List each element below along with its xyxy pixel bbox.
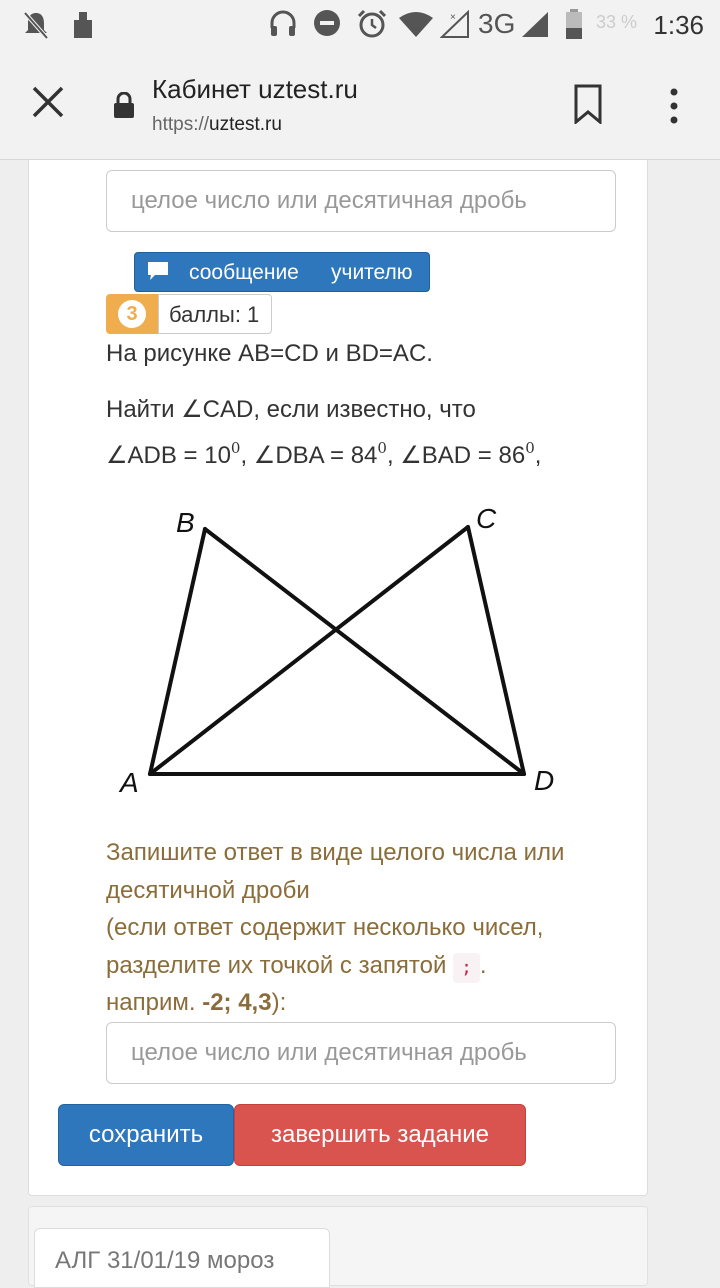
cleaner-icon xyxy=(70,10,96,40)
task-question: Найти ∠CAD, если известно, что xyxy=(106,396,476,423)
message-button-label-2: учителю xyxy=(331,261,413,284)
task-condition: На рисунке AB=CD и BD=AC. xyxy=(106,340,433,367)
score-label: баллы: 1 xyxy=(158,294,272,334)
comment-icon xyxy=(147,261,169,281)
bookmark-icon[interactable] xyxy=(572,84,604,124)
example-value: -2; 4,3 xyxy=(202,989,272,1016)
save-button[interactable]: сохранить xyxy=(58,1104,234,1166)
instructions-example: наприм. -2; 4,3): xyxy=(106,989,287,1016)
angle-dba: , ∠DBA = 84 xyxy=(240,442,378,469)
close-icon[interactable] xyxy=(30,84,66,120)
clock: 1:36 xyxy=(653,10,704,40)
trailing-comma: , xyxy=(534,442,542,469)
label-d: D xyxy=(534,765,555,796)
answer-input[interactable]: целое число или десятичная дробь xyxy=(106,1022,616,1084)
answer-input-previous[interactable]: целое число или десятичная дробь xyxy=(106,170,616,232)
url-scheme: https:// xyxy=(152,114,210,135)
task-given-angles xyxy=(106,429,541,475)
label-b: B xyxy=(176,507,195,538)
lock-icon xyxy=(112,92,136,118)
wifi-icon xyxy=(398,10,434,38)
instructions-line-2: (если ответ содержит несколько чисел, разделите их точкой с запятой ; . xyxy=(106,909,626,984)
degree-mark: 0 xyxy=(230,439,241,457)
task-number: 3 xyxy=(118,300,146,328)
degree-mark: 0 xyxy=(377,439,387,457)
signal-icon xyxy=(520,10,550,38)
do-not-disturb-icon xyxy=(312,8,342,38)
label-c: C xyxy=(476,503,497,534)
more-menu-icon[interactable] xyxy=(662,86,686,126)
message-button-label: сообщение xyxy=(189,261,299,284)
message-teacher-button[interactable] xyxy=(134,252,430,292)
battery-icon xyxy=(564,8,584,40)
answer-instructions xyxy=(106,834,626,1022)
instructions-line-1: Запишите ответ в виде целого числа или десятичной дроби xyxy=(106,839,565,904)
headphones-icon xyxy=(268,8,298,38)
degree-mark: 0 xyxy=(525,439,535,457)
status-bar xyxy=(0,0,720,50)
geometry-figure xyxy=(110,496,580,806)
alarm-icon xyxy=(356,8,388,40)
separator-code: ; xyxy=(453,953,480,983)
next-task-tab[interactable]: АЛГ 31/01/19 мороз xyxy=(34,1228,330,1288)
signal-icon xyxy=(440,10,470,38)
angle-adb: ∠ADB = 10 xyxy=(106,442,231,469)
network-type: 3G xyxy=(478,8,516,39)
page-url[interactable] xyxy=(152,114,282,136)
task-number-badge xyxy=(106,294,158,334)
battery-level: 33 % xyxy=(596,12,638,32)
label-a: A xyxy=(120,767,139,798)
finish-task-button[interactable]: завершить задание xyxy=(234,1104,526,1166)
angle-bad: , ∠BAD = 86 xyxy=(386,442,526,469)
browser-toolbar xyxy=(0,50,720,160)
url-host: uztest.ru xyxy=(209,114,282,135)
notifications-off-icon xyxy=(22,10,50,40)
svg-text:×: × xyxy=(450,12,456,23)
page-title: Кабинет uztest.ru xyxy=(152,74,358,104)
